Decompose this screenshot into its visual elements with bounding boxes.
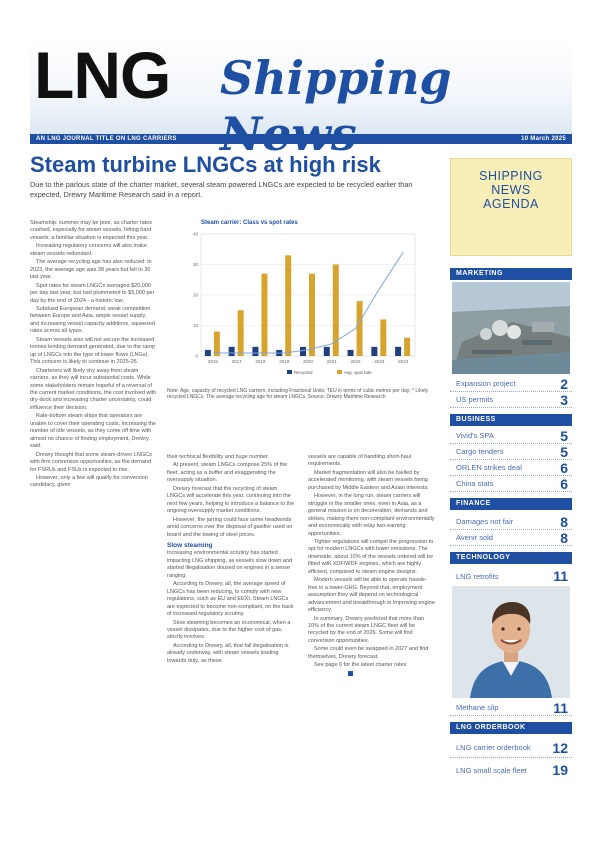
agenda-line: NEWS <box>491 183 531 197</box>
paragraph: their technical flexibility and huge number. <box>167 454 270 460</box>
agenda-item[interactable] <box>450 376 572 392</box>
paragraph: Increasing environmental scrutiny has started impacting LNG shipping, as vessels slow down and started illegalisation doused on engines in a sense ranging. <box>167 550 293 579</box>
agenda-item-page: 3 <box>560 391 568 408</box>
issue-date: 10 March 2025 <box>521 136 566 142</box>
y-tick-label: 10 <box>192 323 198 328</box>
end-of-article-marker <box>348 671 353 676</box>
agenda-item[interactable] <box>450 738 572 758</box>
bar-spot-rate <box>285 255 291 356</box>
paragraph: Charterers will likely shy away from steam carriers, as they will incur substantial costs. While some stakeholders remain hopeful of a reversal of the current market conditions, the cost involved with dry-dock and increasing charter uncertainty, could influence their decision. <box>30 367 157 411</box>
chart-plot <box>167 228 436 386</box>
paragraph: Steam vessels also will not secure the increased tonnes lending demand generated, due to the ramp up of LNGCs into the type of lower flows (LNGs). This concern is likely to continue in 2025-26. <box>30 336 156 366</box>
bar-recycled <box>205 350 211 356</box>
legend-label-spot-rate: Avg. spot rate <box>344 370 372 375</box>
agenda-item[interactable] <box>450 530 572 546</box>
paragraph: Modern vessels will be able to operate hassle-free in a lower-GHG. Beyond that, employment assumption they will depend on technological advancement and breakthrough in improving engine efficiency. <box>308 577 435 614</box>
agenda-item[interactable] <box>450 700 572 716</box>
agenda-item[interactable] <box>450 392 572 408</box>
paragraph: In summary, Drewry predicted that more than 10% of the current steam LNGC fleet will be recycled by the end of 2026. Some will find conversion opportunities. <box>308 615 424 644</box>
bar-spot-rate <box>261 274 267 356</box>
masthead-bar <box>30 134 572 144</box>
agenda-item-page: 2 <box>560 375 568 392</box>
chart-caption <box>167 388 436 401</box>
agenda-item[interactable] <box>450 568 572 584</box>
agenda-item-page: 19 <box>552 762 568 778</box>
paragraph: According to Drewry, all, that fall illegalisation is already underway, with steam vessels leading towards duty, as these <box>167 642 289 664</box>
agenda-line: AGENDA <box>483 197 539 211</box>
x-tick-label: 2022 <box>350 359 361 364</box>
section-header-technology: TECHNOLOGY <box>450 552 572 564</box>
article-headline: Steam turbine LNGCs at high risk <box>30 152 381 177</box>
paragraph: Rate-bottom steam ships that operators are unable to cover their operating costs, increasing the number of idle vessels, as they come off time with almost no chance of finding employment, Drewry said. <box>30 413 156 450</box>
port-aerial-image <box>452 282 570 374</box>
bar-recycled <box>324 347 330 356</box>
agenda-item-label: US permits <box>456 395 494 404</box>
x-tick-label: 2016 <box>207 359 218 364</box>
bar-recycled <box>348 350 354 356</box>
agenda-item-label: LNG small scale fleet <box>456 765 527 775</box>
agenda-line: SHIPPING <box>479 169 543 183</box>
paragraph: See page 6 for the latest charter rates <box>314 662 407 669</box>
y-tick-label: 0 <box>195 353 198 359</box>
x-tick-label: 2018 <box>255 359 266 364</box>
port-photo <box>452 282 570 374</box>
legend-label-recycled: Recycled <box>294 370 313 375</box>
agenda-item[interactable] <box>450 460 572 476</box>
chart-caption-text: Note: Age, capacity of recycled LNG carriers, including Fractional Units; TEU in terms of cubic metres per day; * Likely recycled LNGCs. The average recycling age for steam LNGCs. Source: Drewry Maritime Research <box>167 388 429 401</box>
paragraph: However, in the long run, steam carriers will struggle in the smaller ones, even in Asia, as a general mission is on deceleration, demands and strikes, making them non-compliant environmentally and economically with relay two-earning opportunities. <box>308 493 435 537</box>
y-tick-label: 40 <box>192 231 198 237</box>
paragraph: Some could even be swapped in 2027 and find themselves, Drewry forecast. <box>308 646 429 660</box>
agenda-item-label: Damages not fair <box>456 517 514 526</box>
section-header-finance: FINANCE <box>450 498 572 510</box>
section-header-business: BUSINESS <box>450 414 572 426</box>
paragraph: vessels are capable of handling short-haul requirements. <box>308 454 412 468</box>
section-header-marketing: MARKETING <box>450 268 572 280</box>
bar-spot-rate <box>214 332 220 356</box>
section-header-orderbook: LNG ORDERBOOK <box>450 722 572 734</box>
agenda-header <box>450 158 572 256</box>
x-tick-label: 2020 <box>302 359 314 364</box>
paragraph: Tighter regulations will compel the progression to opt for modern LNGCs with lower emissions. The downside, about 10% of the vessels ordered will be fitted with XDF/WDF engines, which are highly efficient, compared to steam engine designs. <box>308 538 434 575</box>
bar-spot-rate <box>380 319 386 356</box>
agenda-item[interactable] <box>450 514 572 530</box>
bar-recycled <box>252 347 258 356</box>
y-tick-label: 20 <box>192 292 198 298</box>
bar-recycled <box>229 347 235 356</box>
agenda-item-page: 5 <box>560 427 568 444</box>
y-tick-label: 30 <box>192 262 198 267</box>
paragraph: Drewry forecast that the recycling of steam LNGCs will accelerate this year, continuing into the next few years, helping to introduce a balance to the ongoing oversupply market conditions. <box>167 485 295 515</box>
agenda-item[interactable] <box>450 476 572 492</box>
paragraph: Increasing regulatory concerns will also make steam vessels redundant. <box>30 243 147 257</box>
paragraph: Subdued European demand, weak competition between Europe and Asia, ample vessel supply, and increasing vessel capacity additions, squeezed rates across all types. <box>30 305 156 335</box>
bar-recycled <box>371 347 377 356</box>
paragraph: According to Drewry, all, the average speed of LNGCs has been reducing, to comply with new regulations, such as EU and EEXI. Steam LNGCs are expected to become non-compliant, on the back of increased regulatory scrutiny. <box>167 581 294 618</box>
paragraph: Drewry thought that some steam-driven LNGCs with firm conversion opportunities, as the demand for FSRUs and FSUs is expected to rise. <box>30 451 152 473</box>
person-portrait-image <box>452 586 570 698</box>
paragraph: The average recycling age has also reduced: in 2023, the average age was 38 years but fell to 30 last year. <box>30 259 152 281</box>
x-tick-label: 2023 <box>374 359 385 364</box>
agenda-item-page: 6 <box>560 459 568 476</box>
legend-swatch-recycled <box>287 370 292 374</box>
agenda-item-label: Cargo tenders <box>456 447 504 456</box>
article-column-2 <box>167 454 295 666</box>
agenda-item[interactable] <box>450 760 572 780</box>
article-column-3 <box>308 454 436 679</box>
tagline: AN LNG JOURNAL TITLE ON LNG CARRIERS <box>36 136 177 142</box>
bar-recycled <box>300 347 306 356</box>
agenda-item-page: 8 <box>560 513 568 530</box>
agenda-item-page: 8 <box>560 529 568 546</box>
paragraph: Spot rates for steam LNGCs averaged $20,000 per day last year, but had plummeted to $5,000 per day by the end of 2024 - a historic low. <box>30 282 155 304</box>
legend-swatch-spot-rate <box>337 370 342 374</box>
x-tick-label: 2021 <box>326 359 337 364</box>
subheading: Slow steaming <box>167 541 213 549</box>
masthead <box>30 34 572 134</box>
publication-title: Shipping <box>220 51 452 105</box>
bar-recycled <box>395 347 401 356</box>
agenda-item-label: ORLEN strikes deal <box>456 463 522 472</box>
agenda-sidebar <box>450 158 572 822</box>
agenda-item-label: Vivid's SPA <box>456 431 494 440</box>
agenda-item-page: 12 <box>552 739 568 756</box>
recycling-chart <box>167 220 436 446</box>
x-tick-label: 2017 <box>231 359 242 364</box>
paragraph: At present, steam LNGCs comprise 25% of the fleet, acting as a buffer and exaggerating the oversupply situation. <box>167 462 288 484</box>
paragraph: Slow steaming becomes an economical, when a vessel dissipates, due to the higher cost of gas, strictly involves. <box>167 619 291 641</box>
agenda-item-label: LNG retrofits <box>456 571 499 581</box>
agenda-item-label: Avenir sold <box>456 533 493 542</box>
newsletter-page <box>30 34 572 822</box>
agenda-item-label: China stats <box>456 479 494 488</box>
x-tick-label: 2024 <box>398 359 409 364</box>
portrait-photo <box>452 586 570 698</box>
article-standfirst: Due to the parlous state of the charter market, several steam powered LNGCs are expected to be recycled earlier than expected, Drewry Maritime Research said in a report. <box>30 180 413 199</box>
agenda-item[interactable] <box>450 444 572 460</box>
paragraph: However, the jarring could face some headwinds amid concerns over the disposal of gasifier used on board and the towing of steel prices. <box>167 516 293 538</box>
paragraph: However, only a few will qualify for conversion candidacy, given <box>30 474 148 489</box>
brand-logo: LNG <box>34 38 171 112</box>
bar-spot-rate <box>357 301 363 356</box>
article-column-1 <box>30 220 157 491</box>
bar-spot-rate <box>238 310 244 356</box>
chart-title: Steam carrier: Class vs spot rates <box>201 220 298 226</box>
bar-spot-rate <box>309 274 315 356</box>
agenda-item-label: Methane slip <box>456 703 499 712</box>
bar-spot-rate <box>404 338 410 356</box>
agenda-item-page: 6 <box>560 475 568 492</box>
agenda-item-label: Expansion project <box>456 379 516 388</box>
paragraph: Market fragmentation will also be fuelled by accelerated monitoring, with steam vessels being purchased by Middle Eastern and Asian interests. <box>308 469 429 491</box>
agenda-item-page: 11 <box>553 568 568 584</box>
agenda-item-label: LNG carrier orderbook <box>456 743 531 752</box>
agenda-item-page: 11 <box>553 699 568 716</box>
paragraph: Steamship: summer may be poor, as charter rates crashed, especially for steam vessels, hitting hard vessels; a familiar situation is expected this year. <box>30 220 152 241</box>
agenda-item-page: 5 <box>560 443 568 460</box>
agenda-item[interactable] <box>450 428 572 444</box>
x-tick-label: 2019 <box>279 359 290 364</box>
